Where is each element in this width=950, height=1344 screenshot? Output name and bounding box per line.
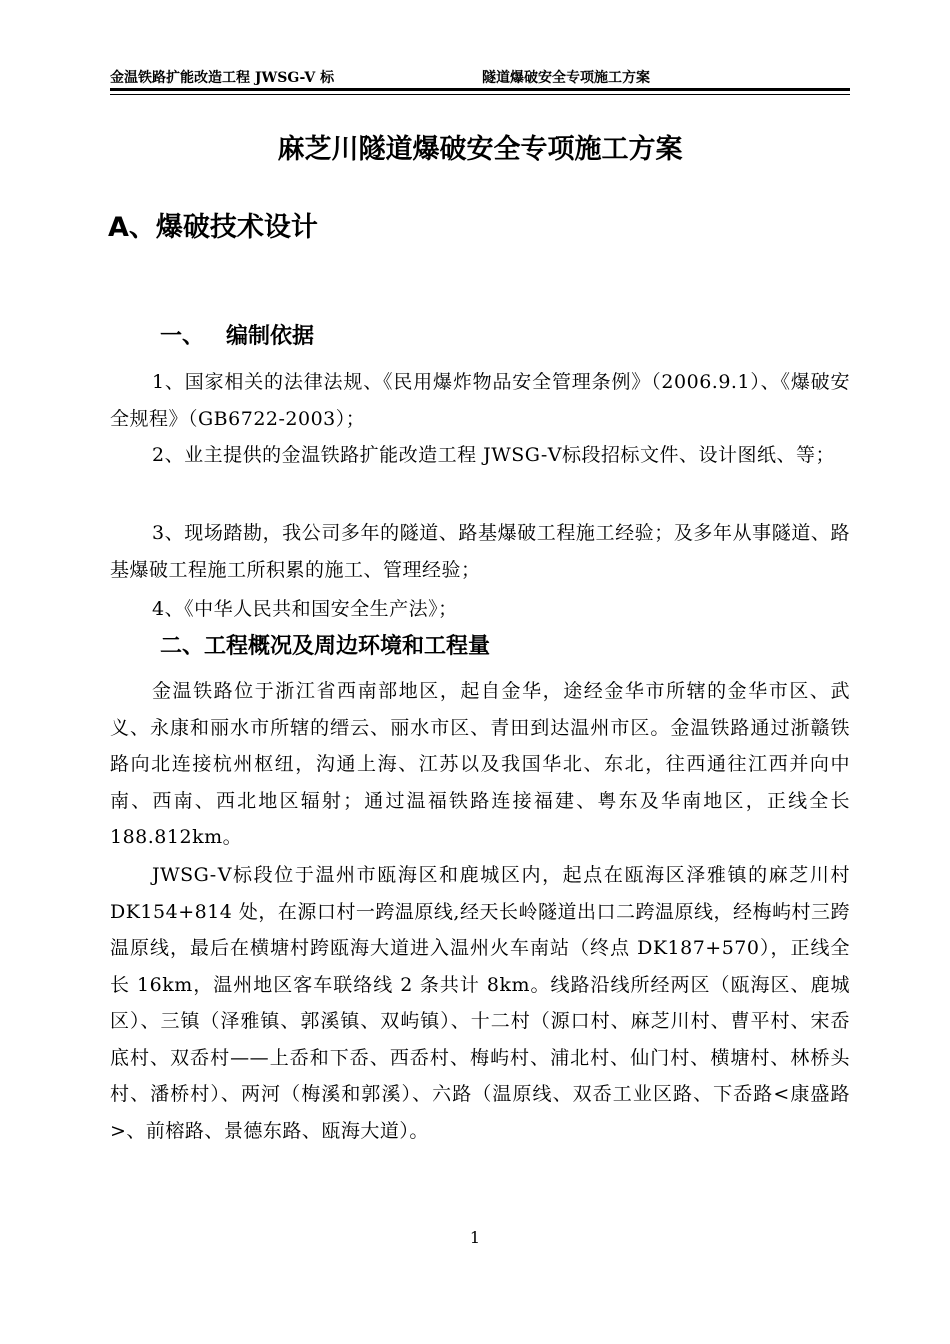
header-right-text: 隧道爆破安全专项施工方案 — [482, 70, 650, 86]
section-1-title: 编制依据 — [226, 324, 315, 349]
basis-item-2: 2、业主提供的金温铁路扩能改造工程 JWSG-Ⅴ标段招标文件、设计图纸、等； — [152, 444, 835, 466]
section-1-number: 一、 — [160, 324, 205, 349]
section-2-heading: 二、工程概况及周边环境和工程量 — [160, 634, 491, 659]
basis-item-3: 3、现场踏勘，我公司多年的隧道、路基爆破工程施工经验；及多年从事隧道、路基爆破工程施工所积累的施工、管理经验； — [110, 522, 850, 581]
overview-paragraph-1: 金温铁路位于浙江省西南部地区，起自金华，途经金华市所辖的金华市区、武义、永康和丽水市所辖的缙云、丽水市区、青田到达温州市区。金温铁路通过浙赣铁路向北连接杭州枢纽，沟通上海、江苏以及我国华北、东北，往西通往江西并向中南、西南、西北地区辐射；通过温福铁路连接福建、粤东及华南地区，正线全长 188.812km。 — [110, 680, 850, 848]
basis-item-4: 4、《中华人民共和国安全生产法》； — [152, 598, 458, 620]
overview-paragraph-2: JWSG-Ⅴ标段位于温州市瓯海区和鹿城区内，起点在瓯海区泽雅镇的麻芝川村 DK154+814 处，在源口村一跨温原线,经天长岭隧道出口二跨温原线，经梅屿村三跨温原线，最后在横塘村跨瓯海大道进入温州火车南站（终点 DK187+570），正线全长 16km，温州地区客车联络线 2 条共计 8km。线路沿线所经两区（瓯海区、鹿城区）、三镇（泽雅镇、郭溪镇、双屿镇）、十二村（源口村、麻芝川村、曹平村、宋岙底村、双岙村——上岙和下岙、西岙村、梅屿村、浦北村、仙门村、横塘村、林桥头村、潘桥村）、两河（梅溪和郭溪）、六路（温原线、双岙工业区路、下岙路<康盛路>、前榕路、景德东路、瓯海大道）。 — [110, 864, 850, 1142]
page-number: 1 — [469, 1228, 481, 1247]
basis-item-1: 1、国家相关的法律法规、《民用爆炸物品安全管理条例》（2006.9.1）、《爆破安全规程》（GB6722-2003）； — [110, 371, 850, 430]
header-rule — [110, 94, 850, 95]
section-1-heading — [160, 320, 314, 354]
section-a-heading: A、爆破技术设计 — [108, 212, 318, 243]
page-header — [110, 68, 850, 91]
header-left-text: 金温铁路扩能改造工程 JWSG-V 标 — [110, 70, 335, 86]
document-title: 麻芝川隧道爆破安全专项施工方案 — [277, 134, 683, 165]
